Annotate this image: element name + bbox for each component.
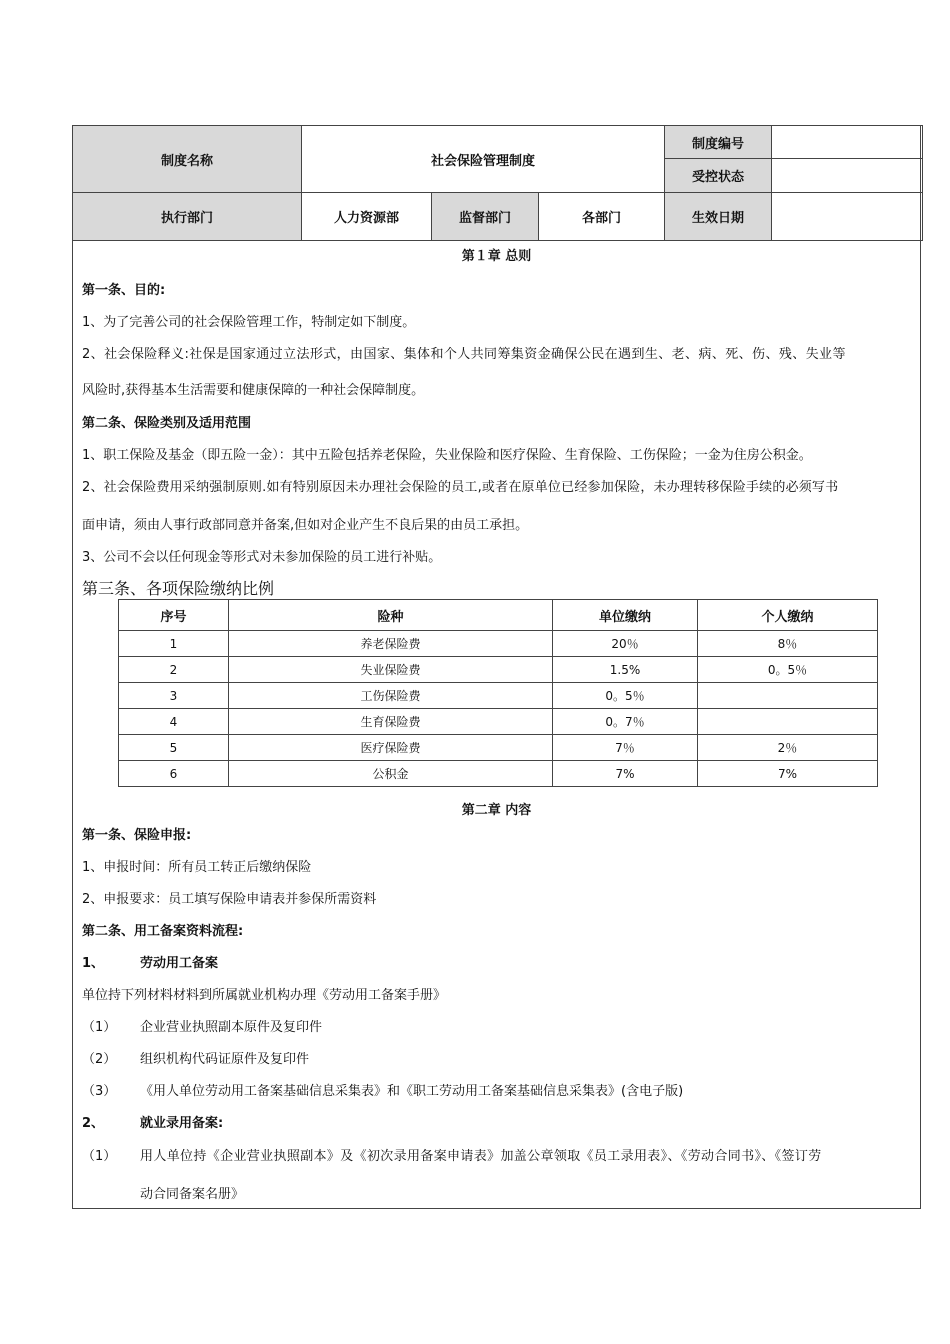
s2-title: 就业录用备案: <box>140 1116 224 1131</box>
s2-item1-text-b: 动合同备案名册》 <box>140 1187 245 1202</box>
art1-title: 第一条、目的: <box>82 283 166 298</box>
col-header-personal: 个人缴纳 <box>698 600 878 631</box>
s1-intro: 单位持下列材料材料到所属就业机构办理《劳动用工备案手册》 <box>82 988 447 1003</box>
col-header-company: 单位缴纳 <box>553 600 698 631</box>
s1-item3-number: （3） <box>82 1084 117 1099</box>
supervise-label: 监督部门 <box>432 193 539 241</box>
c2-art1-p2: 2、申报要求：员工填写保险申请表并参保所需资料 <box>82 892 377 907</box>
art1-p2a: 2、社会保险释义:社保是国家通过立法形式，由国家、集体和个人共同筹集资金确保公民在遇到生、老、病、死、伤、残、失业等 <box>82 347 846 362</box>
s2-item1-number: （1） <box>82 1149 117 1164</box>
c2-art1-title: 第一条、保险申报: <box>82 828 192 843</box>
s1-item2-text: 组织机构代码证原件及复印件 <box>140 1052 310 1067</box>
art2-p3: 3、公司不会以任何现金等形式对未参加保险的员工进行补贴。 <box>82 550 442 565</box>
table-row <box>119 735 878 761</box>
cell-company: 7% <box>553 761 698 787</box>
art2-p2a: 2、社会保险费用采纳强制原则.如有特别原因未办理社会保险的员工,或者在原单位已经参加保险，未办理转移保险手续的必须写书 <box>82 480 839 495</box>
status-value <box>772 159 923 193</box>
code-value <box>772 126 923 159</box>
chapter1-title: 第１章 总则 <box>461 249 532 264</box>
cell-personal: 0。5％ <box>698 657 878 683</box>
art2-p1: 1、职工保险及基金（即五险一金）：其中五险包括养老保险，失业保险和医疗保险、生育保险、工伤保险；一金为住房公积金。 <box>82 448 812 463</box>
table-row <box>119 709 878 735</box>
s1-title: 劳动用工备案 <box>140 956 219 971</box>
cell-company: 7％ <box>553 735 698 761</box>
s1-item1-text: 企业营业执照副本原件及复印件 <box>140 1020 323 1035</box>
table-row <box>119 657 878 683</box>
s1-item2-number: （2） <box>82 1052 117 1067</box>
c2-art1-p1: 1、申报时间：所有员工转正后缴纳保险 <box>82 860 312 875</box>
cell-type: 养老保险费 <box>229 631 553 657</box>
rates-header-row <box>119 600 878 631</box>
effective-value <box>772 193 923 241</box>
cell-index: 2 <box>119 657 229 683</box>
cell-type: 医疗保险费 <box>229 735 553 761</box>
cell-index: 6 <box>119 761 229 787</box>
cell-type: 生育保险费 <box>229 709 553 735</box>
chapter2-title: 第二章 内容 <box>461 803 532 818</box>
cell-personal: 7% <box>698 761 878 787</box>
s2-number: 2、 <box>82 1116 105 1131</box>
cell-company: 0。7％ <box>553 709 698 735</box>
effective-label: 生效日期 <box>665 193 772 241</box>
cell-index: 5 <box>119 735 229 761</box>
cell-company: 20％ <box>553 631 698 657</box>
cell-index: 1 <box>119 631 229 657</box>
c2-art2-title: 第二条、用工备案资料流程: <box>82 924 244 939</box>
cell-company: 1.5% <box>553 657 698 683</box>
art1-p1: 1、为了完善公司的社会保险管理工作，特制定如下制度。 <box>82 315 416 330</box>
cell-personal: 2％ <box>698 735 878 761</box>
s1-number: 1、 <box>82 956 105 971</box>
art3-title: 第三条、各项保险缴纳比例 <box>82 579 275 598</box>
name-value: 社会保险管理制度 <box>302 126 665 193</box>
s1-item3-text: 《用人单位劳动用工备案基础信息采集表》和《职工劳动用工备案基础信息采集表》(含电子版) <box>140 1084 684 1099</box>
cell-company: 0。5％ <box>553 683 698 709</box>
table-row <box>119 761 878 787</box>
cell-type: 失业保险费 <box>229 657 553 683</box>
cell-type: 工伤保险费 <box>229 683 553 709</box>
code-label: 制度编号 <box>665 126 772 159</box>
name-label: 制度名称 <box>73 126 302 193</box>
col-header-index: 序号 <box>119 600 229 631</box>
cell-personal: 8％ <box>698 631 878 657</box>
cell-personal <box>698 709 878 735</box>
col-header-type: 险种 <box>229 600 553 631</box>
art1-p2b: 风险时,获得基本生活需要和健康保障的一种社会保障制度。 <box>82 383 425 398</box>
cell-index: 4 <box>119 709 229 735</box>
status-label: 受控状态 <box>665 159 772 193</box>
exec-value: 人力资源部 <box>302 193 432 241</box>
art2-title: 第二条、保险类别及适用范围 <box>82 416 252 431</box>
table-row <box>119 683 878 709</box>
header-table <box>72 125 923 241</box>
cell-personal <box>698 683 878 709</box>
cell-type: 公积金 <box>229 761 553 787</box>
s1-item1-number: （1） <box>82 1020 117 1035</box>
supervise-value: 各部门 <box>539 193 665 241</box>
s2-item1-text-a: 用人单位持《企业营业执照副本》及《初次录用备案申请表》加盖公章领取《员工录用表》、《劳动合同书》、《签订劳 <box>140 1149 822 1164</box>
table-row <box>119 631 878 657</box>
art2-p2b: 面申请，须由人事行政部同意并备案,但如对企业产生不良后果的由员工承担。 <box>82 518 529 533</box>
exec-label: 执行部门 <box>73 193 302 241</box>
rates-table <box>118 599 878 787</box>
cell-index: 3 <box>119 683 229 709</box>
